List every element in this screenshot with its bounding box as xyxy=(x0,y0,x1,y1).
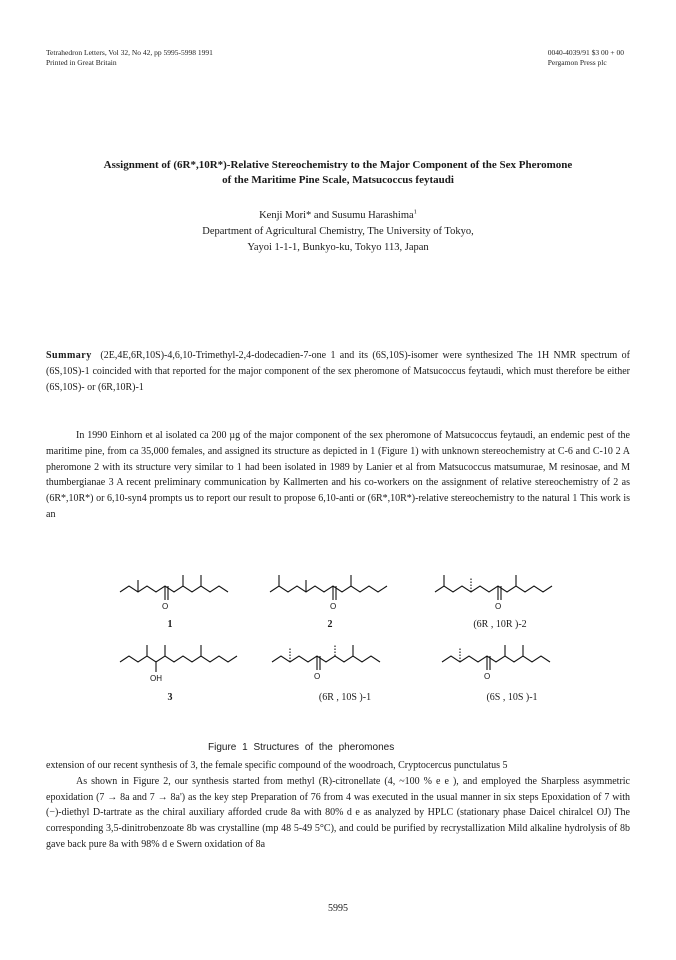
figure-caption: Figure 1 Structures of the pheromones xyxy=(208,742,395,753)
paragraph-3: As shown in Figure 2, our synthesis started from methyl (R)-citronellate (4, ~100 % e e ), and employed the Sharpless asymmetric epoxidation (7 → 8a and 7 → 8a') as the key step Preparation of 76 from 4 was executed in the usual manner in six steps Epoxidation of 7 with (−)-diethyl D-tartrate as the chiral auxiliary afforded crude 8a with 80% d e as analyzed by HPLC (stationary phase Daicel chiralcel OJ) The corresponding 3,5-dinitrobenzoate 8b was crystalline (mp 48 5-49 5°C), and could be purified by recrystallization Mild alkaline hydrolysis of 8b gave back pure 8a with 98% d e Swern oxidation of 8a xyxy=(46,775,630,850)
label-compound-1: 1 xyxy=(167,619,173,630)
carbonyl-oxygen-label: O xyxy=(330,602,337,611)
title-line-2: of the Maritime Pine Scale, Matsucoccus feytaudi xyxy=(222,174,454,186)
title-line-1: Assignment of (6R*,10R*)-Relative Stereochemistry to the Major Component of the Sex Pheromone xyxy=(103,159,573,171)
publisher-code xyxy=(548,48,624,68)
label-6r-10s-1: (6R , 10S )-1 xyxy=(318,692,372,703)
carbonyl-oxygen-label: O xyxy=(314,672,321,681)
structure-6r-10s-1 xyxy=(272,644,402,688)
journal-citation xyxy=(46,48,213,68)
paper-title xyxy=(60,158,616,188)
summary-block xyxy=(46,348,630,395)
body-continuation xyxy=(46,758,630,853)
label-compound-2: 2 xyxy=(327,619,333,630)
figure-1 xyxy=(90,566,630,736)
carbonyl-oxygen-label: O xyxy=(484,672,491,681)
journal-line: Tetrahedron Letters, Vol 32, No 42, pp 5995-5998 1991 xyxy=(46,48,213,57)
affiliation-line-1: Department of Agricultural Chemistry, The University of Tokyo, xyxy=(202,226,474,237)
structure-6r-10r-2 xyxy=(435,574,565,614)
author-names: Kenji Mori* and Susumu Harashima$^1$ xyxy=(259,208,417,221)
paragraph-1: In 1990 Einhorn et al isolated ca 200 µg of the major component of the sex pheromone of Matsucoccus feytaudi, an endemic pest of the maritime pine, from ca 35,000 females, and assigned its structure as depicted in 1 (Figure 1) with unknown stereochemistry at C-6 and C-10 2 A pheromone 2 with its structure very similar to 1 had been isolated in 1989 by Lanier et al from Matsucoccus matsumurae, M resinosae, and M thumbergianae 3 A recent preliminary communication by Kallmerten and his co-workers on the assignment of relative stereochemistry of 2 as (6R*,10R*) or 6,10-syn4 prompts us to report our result to propose 6,10-anti or (6R*,10R*)-relative stereochemistry to the natural 1 This work is an xyxy=(46,430,630,520)
carbonyl-oxygen-label: O xyxy=(495,602,502,611)
intro-paragraph xyxy=(46,428,630,523)
structure-6s-10s-1 xyxy=(442,644,572,688)
structure-1 xyxy=(120,574,240,614)
hydroxyl-label: OH xyxy=(150,674,162,683)
structure-3 xyxy=(120,644,250,688)
publisher-line: Pergamon Press plc xyxy=(547,58,607,67)
paragraph-2: extension of our recent synthesis of 3, the female specific compound of the woodroach, Cryptocercus punctulatus 5 xyxy=(46,760,508,771)
issn-price-line: 0040-4039/91 $3 00 + 00 xyxy=(547,48,624,57)
label-compound-3: 3 xyxy=(167,692,173,703)
summary-text: (2E,4E,6R,10S)-4,6,10-Trimethyl-2,4-dodecadien-7-one 1 and its (6S,10S)-isomer were synthesized The 1H NMR spectrum of (6S,10S)-1 coincided with that reported for the major component of the sex pheromone of Matsucoccus feytaudi, which must therefore be either (6S,10S)- or (6R,10R)-1 xyxy=(46,350,631,393)
label-6s-10s-1: (6S , 10S )-1 xyxy=(486,692,538,703)
author-block xyxy=(60,208,616,256)
carbonyl-oxygen-label: O xyxy=(162,602,169,611)
affiliation-line-2: Yayoi 1-1-1, Bunkyo-ku, Tokyo 113, Japan xyxy=(247,242,429,253)
structure-2 xyxy=(270,574,400,614)
printed-in-line: Printed in Great Britain xyxy=(46,58,117,67)
page-number: 5995 xyxy=(328,903,348,914)
summary-label: Summary xyxy=(46,350,92,361)
label-6r-10r-2: (6R , 10R )-2 xyxy=(473,619,527,630)
